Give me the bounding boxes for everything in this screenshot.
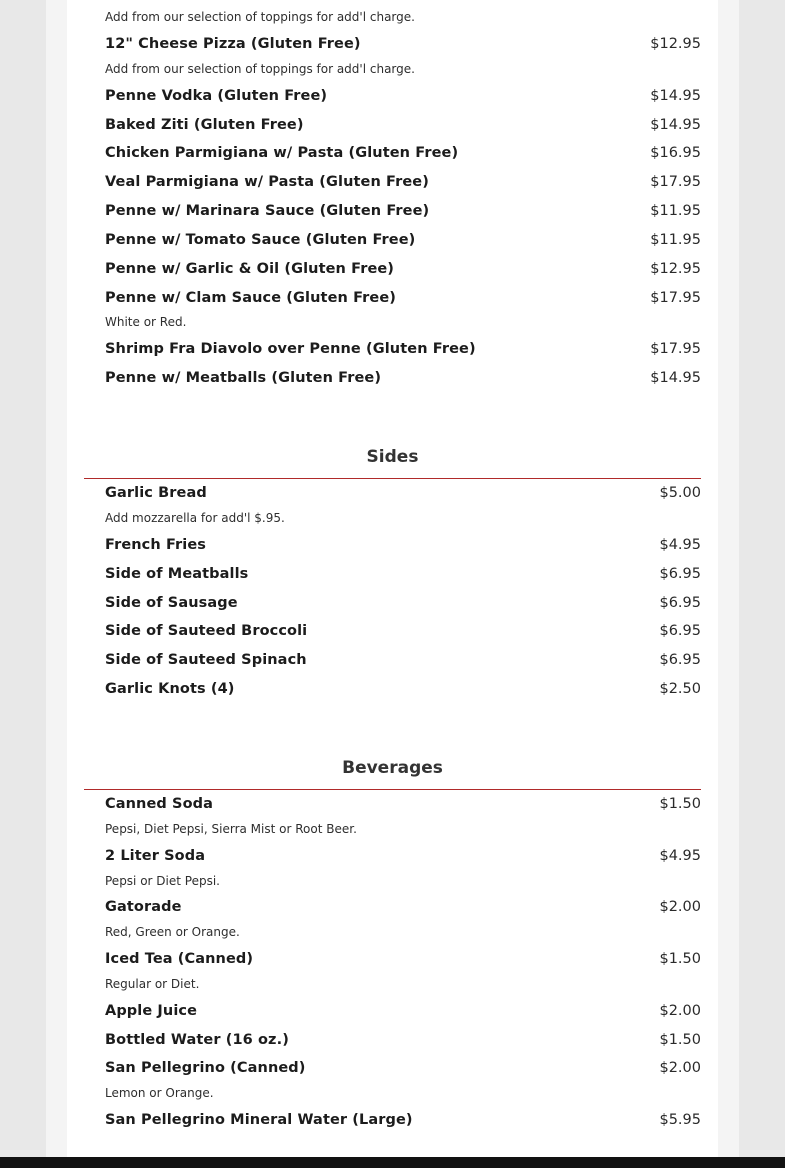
menu-item[interactable]	[105, 1060, 701, 1076]
item-name: Apple Juice	[105, 1003, 198, 1019]
item-name: Penne w/ Clam Sauce (Gluten Free)	[105, 290, 396, 306]
menu-item[interactable]	[105, 36, 701, 52]
item-price: $1.50	[659, 796, 701, 812]
item-price: $4.95	[659, 848, 701, 864]
item-price: $14.95	[650, 88, 701, 104]
item-price: $14.95	[650, 370, 701, 386]
item-name: Veal Parmigiana w/ Pasta (Gluten Free)	[105, 174, 429, 190]
item-price: $11.95	[650, 232, 701, 248]
menu-item[interactable]	[105, 174, 701, 190]
item-price: $6.95	[659, 652, 701, 668]
item-price: $17.95	[650, 174, 701, 190]
menu-item[interactable]	[105, 88, 701, 104]
item-name: Canned Soda	[105, 796, 214, 812]
right-gutter	[739, 0, 785, 1157]
menu-item[interactable]	[105, 290, 701, 306]
item-description: Lemon or Orange.	[105, 1086, 214, 1100]
menu-item[interactable]	[105, 232, 701, 248]
item-name: Penne w/ Garlic & Oil (Gluten Free)	[105, 261, 395, 277]
menu-item[interactable]	[105, 485, 701, 501]
menu-item[interactable]	[105, 117, 701, 133]
item-name: Side of Sauteed Spinach	[105, 652, 307, 668]
item-price: $12.95	[650, 36, 701, 52]
item-price: $6.95	[659, 623, 701, 639]
item-name: Side of Sauteed Broccoli	[105, 623, 308, 639]
item-name: Garlic Bread	[105, 485, 207, 501]
item-name: Gatorade	[105, 899, 182, 915]
item-description: Add from our selection of toppings for add'l charge.	[105, 62, 415, 76]
item-description: Pepsi or Diet Pepsi.	[105, 874, 220, 888]
item-description: Regular or Diet.	[105, 977, 200, 991]
item-name: Penne Vodka (Gluten Free)	[105, 88, 328, 104]
item-name: 12" Cheese Pizza (Gluten Free)	[105, 36, 361, 52]
item-description: Red, Green or Orange.	[105, 925, 240, 939]
item-price: $16.95	[650, 145, 701, 161]
menu-item[interactable]	[105, 370, 701, 386]
item-name: Penne w/ Meatballs (Gluten Free)	[105, 370, 382, 386]
item-description: White or Red.	[105, 315, 187, 329]
item-price: $6.95	[659, 595, 701, 611]
item-name: Side of Sausage	[105, 595, 238, 611]
item-price: $5.00	[659, 485, 701, 501]
item-price: $11.95	[650, 203, 701, 219]
item-price: $14.95	[650, 117, 701, 133]
menu-item[interactable]	[105, 848, 701, 864]
item-price: $1.50	[659, 951, 701, 967]
menu-item[interactable]	[105, 899, 701, 915]
item-price: $2.00	[659, 899, 701, 915]
item-name: San Pellegrino (Canned)	[105, 1060, 306, 1076]
item-price: $2.00	[659, 1060, 701, 1076]
section-divider	[84, 789, 701, 790]
item-price: $17.95	[650, 341, 701, 357]
menu-item[interactable]	[105, 595, 701, 611]
menu-item[interactable]	[105, 623, 701, 639]
item-name: Shrimp Fra Diavolo over Penne (Gluten Free)	[105, 341, 476, 357]
menu-item[interactable]	[105, 145, 701, 161]
item-name: Garlic Knots (4)	[105, 681, 235, 697]
footer-bar	[0, 1157, 785, 1168]
menu-item[interactable]	[105, 652, 701, 668]
menu-item[interactable]	[105, 261, 701, 277]
menu-item[interactable]	[105, 341, 701, 357]
section-divider	[84, 478, 701, 479]
menu-item[interactable]	[105, 951, 701, 967]
section-title-sides: Sides	[366, 447, 419, 467]
item-price: $6.95	[659, 566, 701, 582]
item-price: $17.95	[650, 290, 701, 306]
menu-item[interactable]	[105, 1003, 701, 1019]
item-name: Chicken Parmigiana w/ Pasta (Gluten Free)	[105, 145, 459, 161]
item-description: Pepsi, Diet Pepsi, Sierra Mist or Root Beer.	[105, 822, 357, 836]
section-title-beverages: Beverages	[342, 758, 443, 778]
menu-item[interactable]	[105, 203, 701, 219]
menu-item[interactable]	[105, 537, 701, 553]
item-name: Penne w/ Marinara Sauce (Gluten Free)	[105, 203, 430, 219]
item-name: San Pellegrino Mineral Water (Large)	[105, 1112, 413, 1128]
left-gutter	[0, 0, 46, 1157]
item-price: $2.00	[659, 1003, 701, 1019]
menu-item[interactable]	[105, 681, 701, 697]
menu-item[interactable]	[105, 1032, 701, 1048]
item-price: $5.95	[659, 1112, 701, 1128]
item-description: Add mozzarella for add'l $.95.	[105, 511, 285, 525]
menu-item[interactable]	[105, 566, 701, 582]
item-description: Add from our selection of toppings for add'l charge.	[105, 10, 415, 24]
item-name: French Fries	[105, 537, 207, 553]
item-price: $4.95	[659, 537, 701, 553]
item-price: $2.50	[659, 681, 701, 697]
item-price: $12.95	[650, 261, 701, 277]
item-name: Iced Tea (Canned)	[105, 951, 254, 967]
item-price: $1.50	[659, 1032, 701, 1048]
menu-item[interactable]	[105, 796, 701, 812]
item-name: 2 Liter Soda	[105, 848, 206, 864]
item-name: Penne w/ Tomato Sauce (Gluten Free)	[105, 232, 416, 248]
item-name: Side of Meatballs	[105, 566, 249, 582]
item-name: Baked Ziti (Gluten Free)	[105, 117, 304, 133]
item-name: Bottled Water (16 oz.)	[105, 1032, 289, 1048]
menu-item[interactable]	[105, 1112, 701, 1128]
